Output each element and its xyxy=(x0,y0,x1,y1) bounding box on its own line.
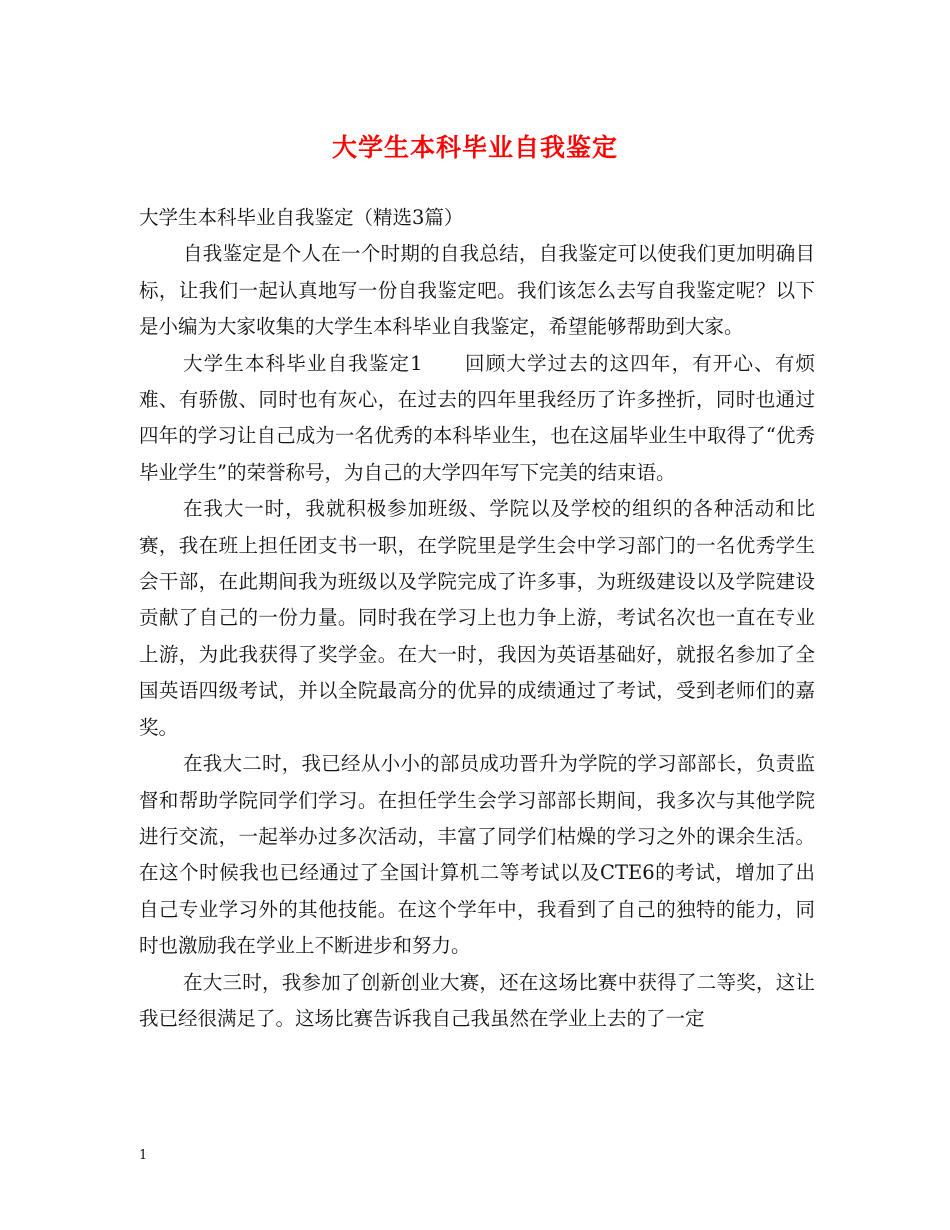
paragraph: 大学生本科毕业自我鉴定1 回顾大学过去的这四年，有开心、有烦难、有骄傲、同时也有灰心，在过去的四年里我经历了许多挫折，同时也通过四年的学习让自己成为一名优秀的本科毕业生，也在这届毕业生中取得了“优秀毕业学生”的荣誉称号，为自己的大学四年写下完美的结束语。 xyxy=(139,351,815,484)
paragraph: 在我大二时，我已经从小小的部员成功晋升为学院的学习部部长，负责监督和帮助学院同学们学习。在担任学生会学习部部长期间，我多次与其他学院进行交流，一起举办过多次活动，丰富了同学们枯燥的学习之外的课余生活。在这个时候我也已经通过了全国计算机二等考试以及CTE6的考试，增加了出自己专业学习外的其他技能。在这个学年中，我看到了自己的独特的能力，同时也激励我在学业上不断进步和努力。 xyxy=(139,752,815,958)
paragraph: 自我鉴定是个人在一个时期的自我总结，自我鉴定可以使我们更加明确目标，让我们一起认真地写一份自我鉴定吧。我们该怎么去写自我鉴定呢？以下是小编为大家收集的大学生本科毕业自我鉴定，希望能够帮助到大家。 xyxy=(139,242,815,339)
subtitle: 大学生本科毕业自我鉴定（精选3篇） xyxy=(139,206,464,229)
document-title: 大学生本科毕业自我鉴定 xyxy=(331,133,618,162)
paragraph: 在我大一时，我就积极参加班级、学院以及学校的组织的各种活动和比赛，我在班上担任团支书一职，在学院里是学生会中学习部门的一名优秀学生会干部，在此期间我为班级以及学院完成了许多事，为班级建设以及学院建设贡献了自己的一份力量。同时我在学习上也力争上游，考试名次也一直在专业上游，为此我获得了奖学金。在大一时，我因为英语基础好，就报名参加了全国英语四级考试，并以全院最高分的优异的成绩通过了考试，受到老师们的嘉奖。 xyxy=(139,497,815,739)
paragraph: 在大三时，我参加了创新创业大赛，还在这场比赛中获得了二等奖，这让我已经很满足了。这场比赛告诉我自己我虽然在学业上去的了一定 xyxy=(139,970,815,1030)
document-body xyxy=(139,200,815,1037)
page-number: 1 xyxy=(139,1148,148,1163)
